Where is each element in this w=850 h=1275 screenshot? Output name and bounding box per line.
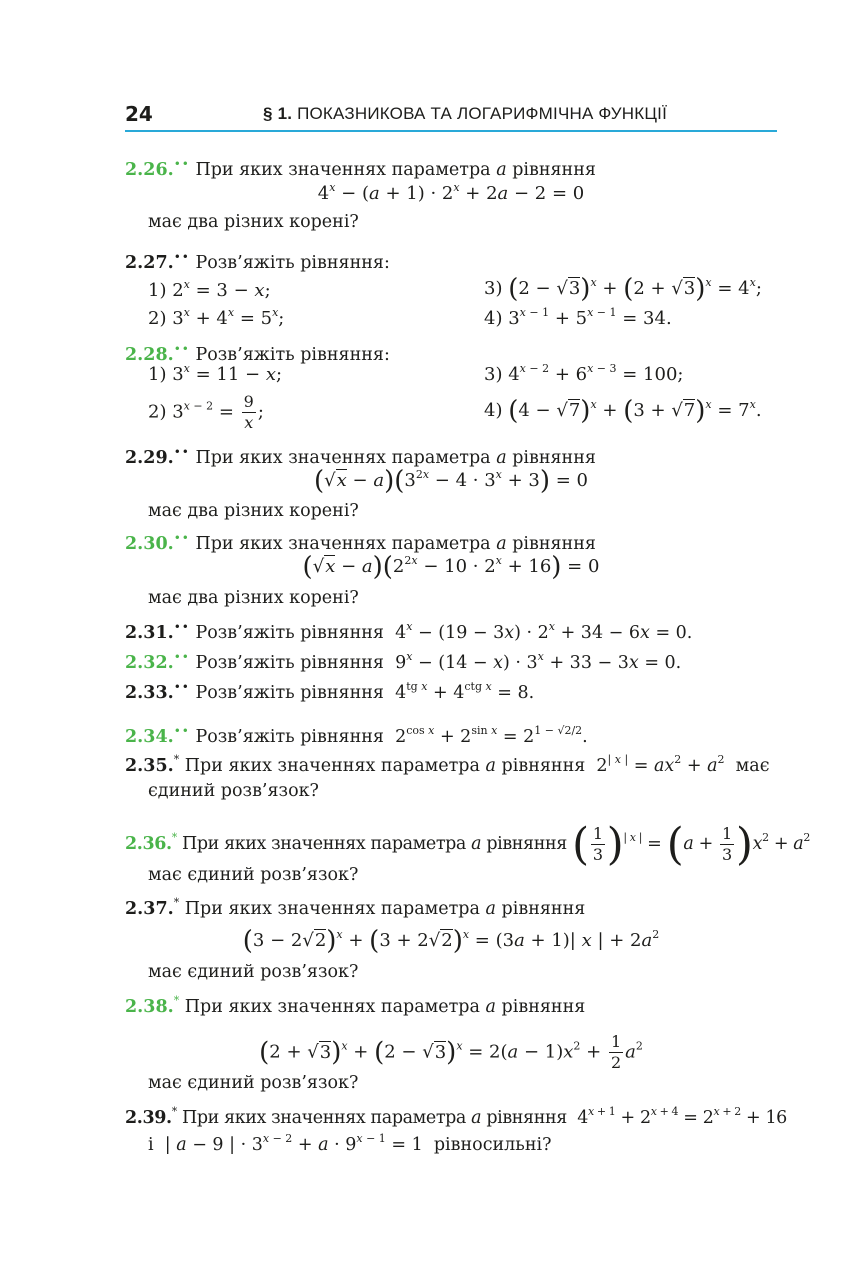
problem-2-39: 2.39.* При яких значеннях параметра a рівняння $4^{x + 1} + 2^{x + 4} = 2^{x + 2} + 16$ xyxy=(125,1105,787,1128)
problem-2-36-question: має єдиний розв’язок? xyxy=(148,865,359,885)
problem-2-36: 2.36.* При яких значеннях параметра a рівняння ( $\frac{1}{3}$ )$^{| x |}$ = (a + $\frac{1}{3}$ )$x^2 + a^2$ xyxy=(125,819,810,870)
problem-2-32: 2.32.•• Розв’яжіть рівняння $9^x - (14 - x) \cdot 3^x + 33 - 3x = 0$. xyxy=(125,650,682,673)
page-header xyxy=(125,100,777,132)
problem-2-31: 2.31.•• Розв’яжіть рівняння $4^x - (19 - 3x) \cdot 2^x + 34 - 6x = 0$. xyxy=(125,620,693,643)
problem-2-30: 2.30.•• При яких значеннях параметра a рівняння xyxy=(125,531,596,554)
section-title-text: ПОКАЗНИКОВА ТА ЛОГАРИФМІЧНА ФУНКЦІЇ xyxy=(297,104,667,123)
page-number: 24 xyxy=(125,102,153,126)
item-2-27-3: 3) $(2 - √3)^x + (2 + √3)^x = 4^x$; xyxy=(484,274,762,304)
problem-2-28: 2.28.•• Розв’яжіть рівняння: xyxy=(125,342,390,365)
item-2-27-1: 1) $2^x = 3 - x$; xyxy=(148,278,271,301)
problem-2-35: 2.35.* При яких значеннях параметра a рівняння $2^{| x |} = ax^2 + a^2$ має xyxy=(125,753,770,776)
problem-2-33: 2.33.•• Розв’яжіть рівняння $4^{tg x} + 4^{ctg x} = 8$. xyxy=(125,680,535,703)
item-2-27-4: 4) $3^{x - 1} + 5^{x - 1} = 34$. xyxy=(484,306,672,329)
problem-text: При яких значеннях параметра xyxy=(195,160,491,180)
problem-2-39-line2: і | a − 9 | · $3^{x - 2} + a \cdot 9^{x - 1} = 1$ рівносильні? xyxy=(148,1132,552,1155)
problem-2-37-question: має єдиний розв’язок? xyxy=(148,962,359,982)
problem-2-29: 2.29.•• При яких значеннях параметра a рівняння xyxy=(125,445,596,468)
problem-2-38: 2.38.* При яких значеннях параметра a рівняння xyxy=(125,994,586,1017)
problem-2-26-question: має два різних корені? xyxy=(148,212,359,232)
equation-2-37: $(3 - 2√2)^x + (3 + 2√2)^x = (3a + 1)|$ x | + $2a^2$ xyxy=(242,926,660,956)
problem-2-29-question: має два різних корені? xyxy=(148,501,359,521)
item-2-28-3: 3) $4^{x - 2} + 6^{x - 3} = 100$; xyxy=(484,362,684,385)
problem-2-37: 2.37.* При яких значеннях параметра a рівняння xyxy=(125,896,586,919)
problem-number: 2.26. xyxy=(125,160,174,180)
equation-2-26: $4^x - (a + 1) \cdot 2^x + 2a - 2 = 0$ xyxy=(317,181,585,204)
problem-2-27: 2.27.•• Розв’яжіть рівняння: xyxy=(125,250,390,273)
equation-2-30: $(√x - a)(2^{2x} - 10 \cdot 2^x + 16) = 0$ xyxy=(302,552,600,582)
item-2-27-2: 2) $3^x + 4^x = 5^x$; xyxy=(148,306,285,329)
problem-2-26: 2.26.•• При яких значеннях параметра a рівняння xyxy=(125,157,596,180)
item-2-28-4: 4) $(4 - √7)^x + (3 + √7)^x = 7^x$. xyxy=(484,396,762,426)
section-title xyxy=(263,104,667,124)
item-2-28-1: 1) $3^x = 11 - x$; xyxy=(148,362,283,385)
equation-2-29: $(√x - a)(3^{2x} - 4 \cdot 3^x + 3) = 0$ xyxy=(314,466,588,496)
problem-2-34: 2.34.•• Розв’яжіть рівняння $2^{cos x} + 2^{sin x} = 2^{1 - √2/2}$. xyxy=(125,724,588,747)
item-2-28-2: 2) $3^{x - 2}$ = $\frac{9}{x}$ ; xyxy=(148,392,264,432)
equation-2-38: $(2 + √3)^x + (2 - √3)^x = 2(a - 1)x^2$ + $\frac{1}{2}$ $a^2$ xyxy=(259,1032,643,1072)
problem-2-30-question: має два різних корені? xyxy=(148,588,359,608)
problem-2-35-question: єдиний розв’язок? xyxy=(148,781,319,801)
problem-2-38-question: має єдиний розв’язок? xyxy=(148,1073,359,1093)
section-mark: § 1. xyxy=(263,104,293,123)
